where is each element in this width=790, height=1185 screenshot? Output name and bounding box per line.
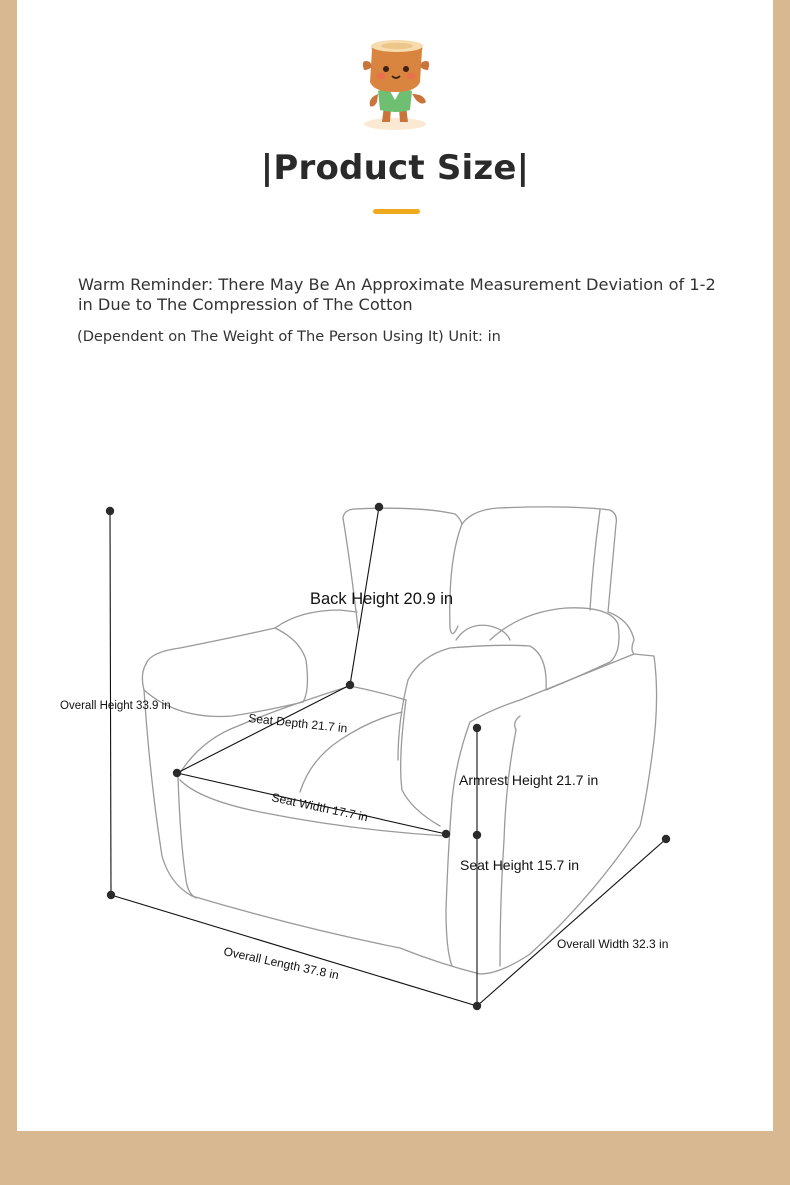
back-height-label: Back Height 20.9 in [310, 590, 454, 608]
seat-depth-label: Seat Depth 21.7 in [247, 711, 349, 736]
measurement-reminder: Warm Reminder: There May Be An Approximate Measurement Deviation of 1-2 in Due to The Compression of The Cotton [78, 275, 716, 314]
overall-height-label: Overall Height 33.9 in [60, 700, 171, 712]
page-title: |Product Size| [260, 148, 530, 188]
sofa-outline [142, 507, 656, 974]
seat-width-label: Seat Width 17.7 in [270, 790, 370, 825]
unit-note: (Dependent on The Weight of The Person Using It) Unit: in [77, 328, 501, 345]
overall-length-label: Overall Length 37.8 in [222, 944, 341, 983]
overall-width-label: Overall Width 32.3 in [557, 937, 669, 951]
dimension-points [106, 503, 670, 1010]
seat-height-label: Seat Height 15.7 in [460, 857, 580, 873]
armrest-height-label: Armrest Height 21.7 in [459, 772, 599, 788]
